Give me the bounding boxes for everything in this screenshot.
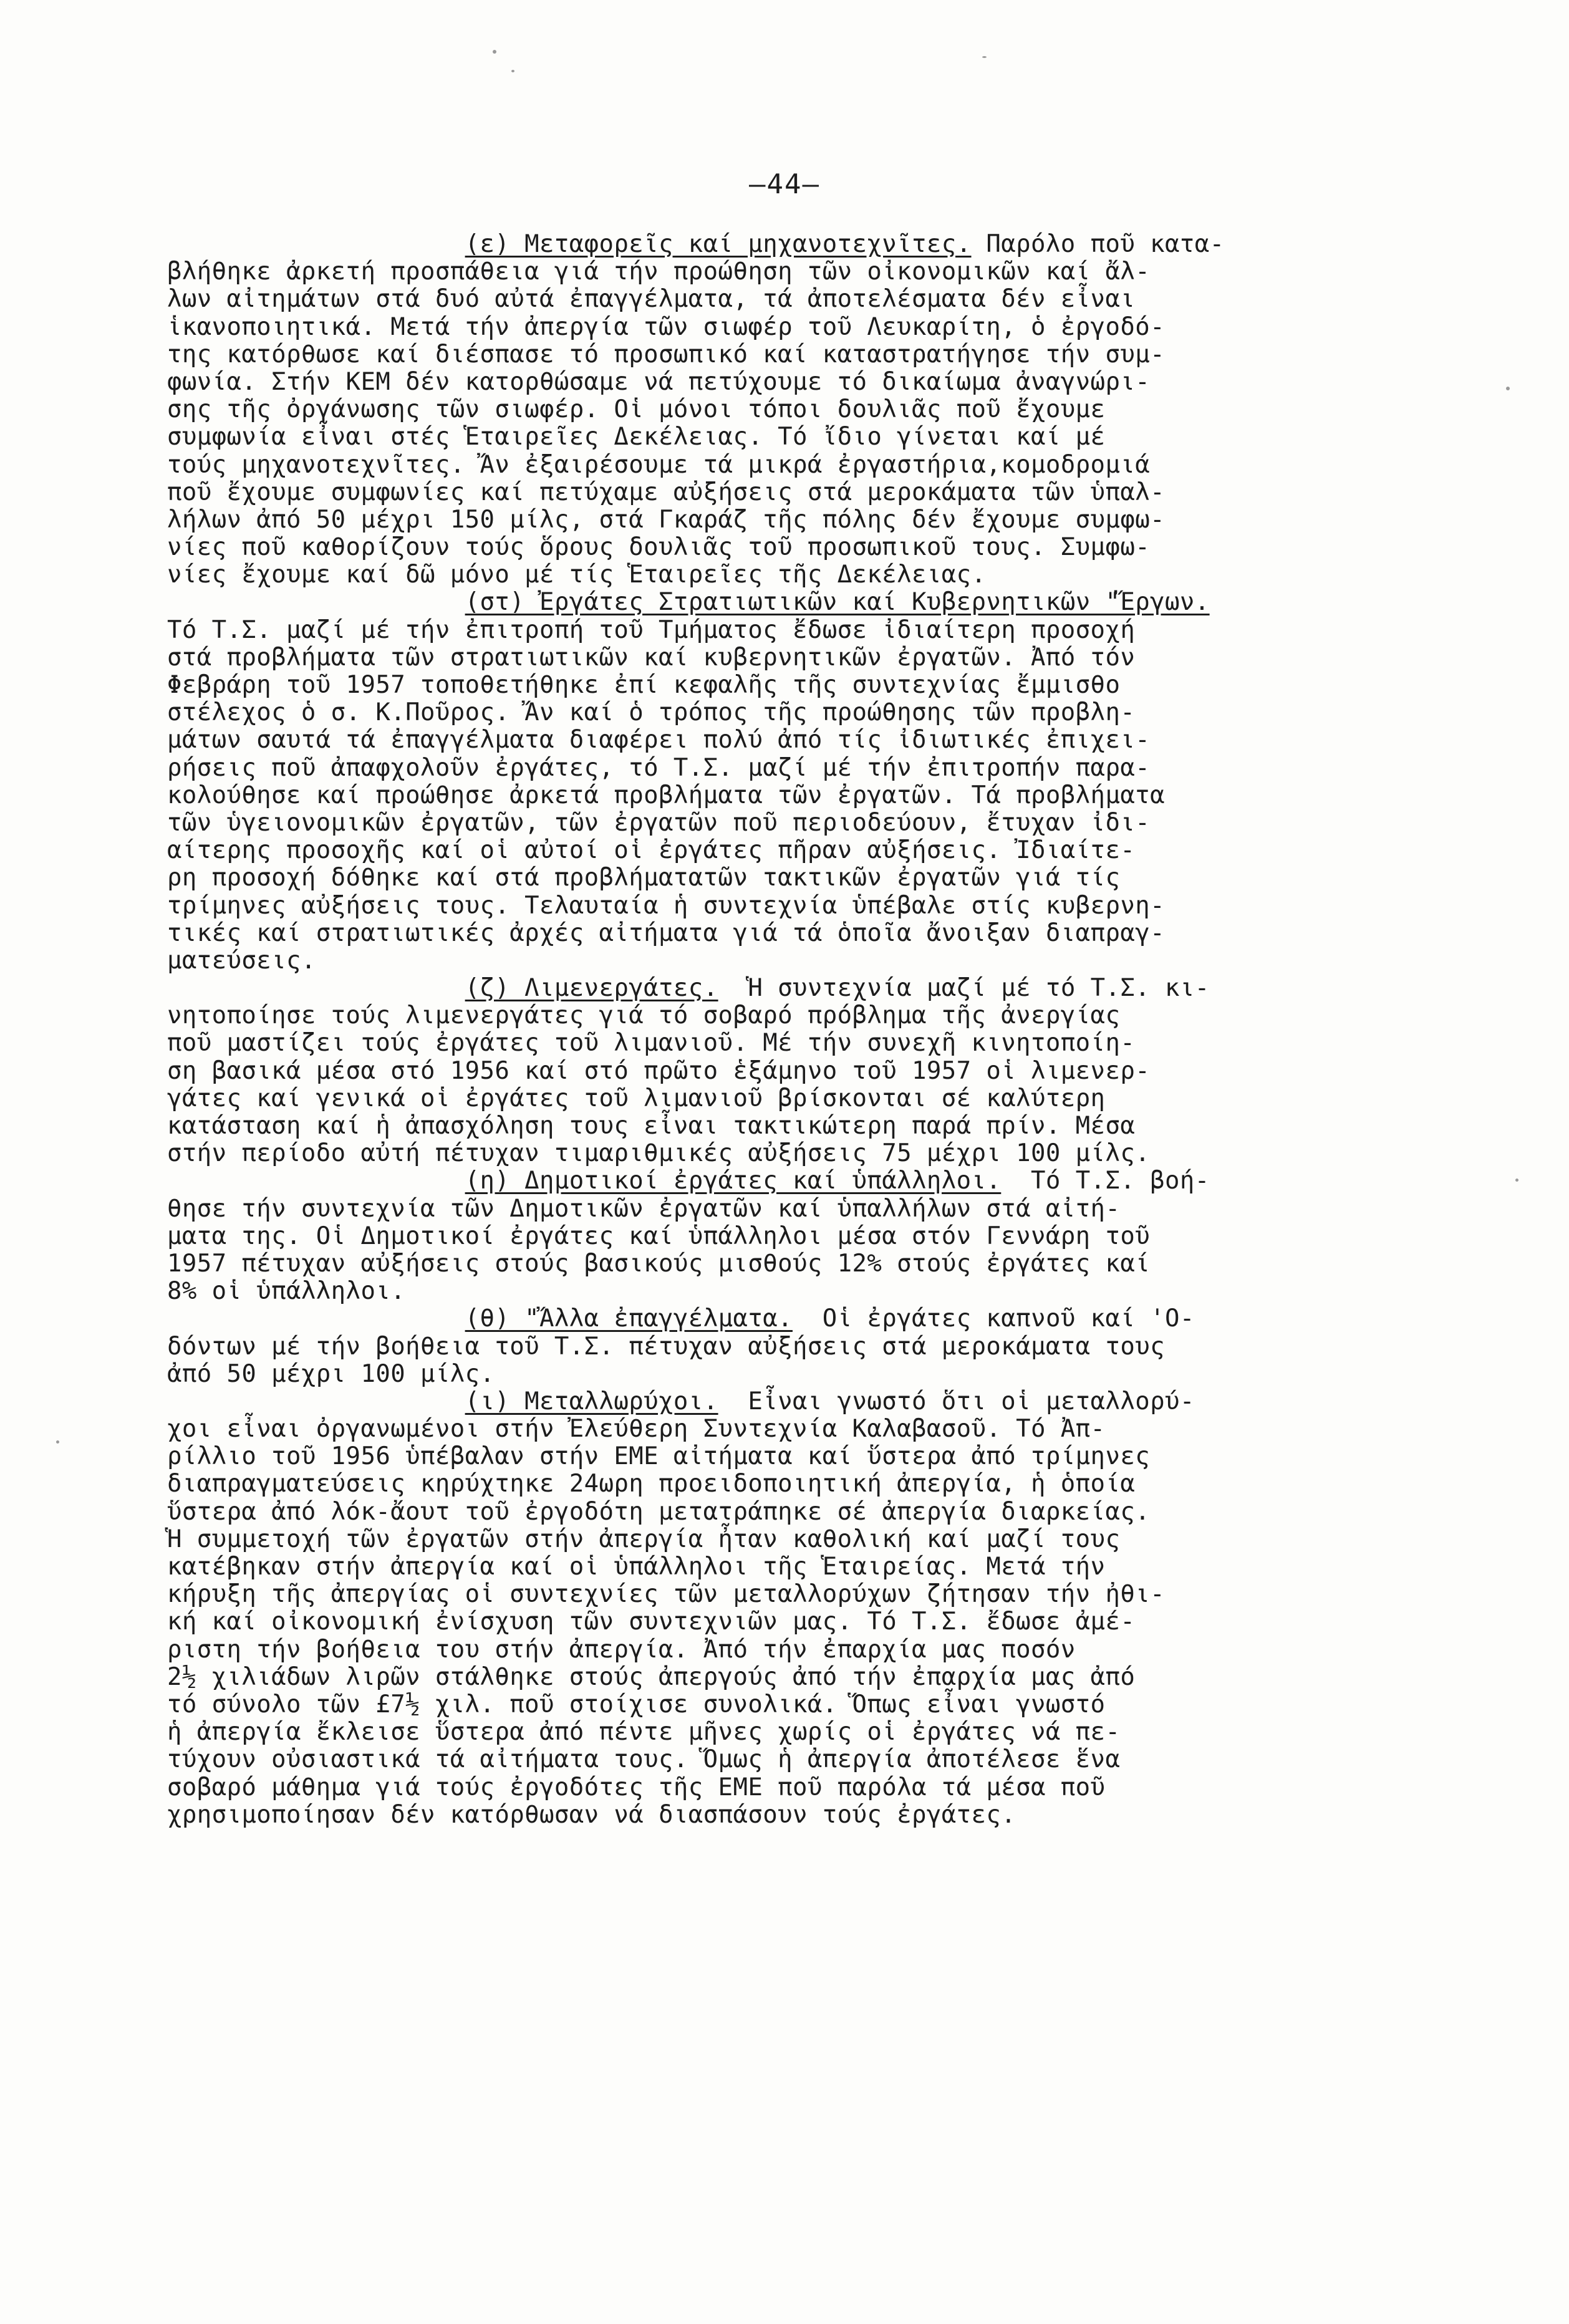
line-text: κολούθησε καί προώθησε ἀρκετά προβλήματα τῶν ἐργατῶν. Τά προβλήματα [167, 781, 1165, 809]
text-line [167, 1223, 1421, 1250]
line-text: ματεύσεις. [167, 946, 316, 975]
text-line [167, 1774, 1421, 1801]
line-text: νητοποίησε τούς λιμενεργάτες γιά τό σοβαρό πρόβλημα τῆς ἀνεργίας [167, 1001, 1121, 1030]
text-line [167, 1636, 1421, 1664]
line-text: γάτες καί γενικά οἱ ἐργάτες τοῦ λιμανιοῦ βρίσκονται σέ καλύτερη [167, 1084, 1106, 1112]
line-text: κατάσταση καί ἡ ἀπασχόληση τους εἶναι τακτικώτερη παρά πρίν. Μέσα [167, 1112, 1136, 1140]
text-line [167, 396, 1421, 423]
line-text: λήλων ἀπό 50 μέχρι 150 μίλς, στά Γκαράζ τῆς πόλης δέν ἔχουμε συμφω- [167, 505, 1165, 534]
line-text: κήρυξη τῆς ἀπεργίας οἱ συντεχνίες τῶν μεταλλορύχων ζήτησαν τήν ἠθι- [167, 1580, 1165, 1609]
text-line [167, 755, 1421, 782]
text-line [167, 1140, 1421, 1167]
text-line [167, 809, 1421, 837]
line-text: Εἶναι γνωστό ὅτι οἱ μεταλλορύ- [718, 1387, 1195, 1415]
section-heading: (ι) Μεταλλωρύχοι. [465, 1387, 718, 1415]
line-text: Ἡ συμμετοχή τῶν ἐργατῶν στήν ἀπεργία ἦταν καθολική καί μαζί τους [167, 1525, 1121, 1553]
scan-speck [511, 70, 514, 72]
line-text: 8% οἱ ὑπάλληλοι. [167, 1277, 406, 1306]
text-line [167, 1278, 1421, 1305]
text-line [167, 837, 1421, 864]
line-text: ρίλλιο τοῦ 1956 ὑπέβαλαν στήν ΕΜΕ αἰτήματα καί ὕστερα ἀπό τρίμηνες [167, 1442, 1151, 1471]
line-text: διαπραγματεύσεις κηρύχτηκε 24ωρη προειδοποιητική ἀπεργία, ἡ ὁποία [167, 1470, 1136, 1498]
indent [167, 1167, 465, 1195]
line-text: ση βασικά μέσα στό 1956 καί στό πρῶτο ἑξάμηνο τοῦ 1957 οἱ λιμενερ- [167, 1056, 1151, 1085]
line-text: στά προβλήματα τῶν στρατιωτικῶν καί κυβερνητικῶν ἐργατῶν. Ἀπό τόν [167, 643, 1136, 672]
text-line [167, 1167, 1421, 1195]
text-line [167, 1498, 1421, 1526]
body-text [167, 231, 1421, 1829]
text-line [167, 286, 1421, 313]
text-line [167, 1470, 1421, 1498]
scan-speck [1506, 387, 1510, 390]
scan-speck [493, 50, 496, 54]
text-line [167, 947, 1421, 975]
text-line [167, 1058, 1421, 1085]
text-line [167, 672, 1421, 699]
section-heading: (ε) Μεταφορεῖς καί μηχανοτεχνῖτες. [465, 230, 972, 258]
line-text: νίες ποῦ καθορίζουν τούς ὅρους δουλιᾶς τοῦ προσωπικοῦ τους. Συμφω- [167, 533, 1151, 562]
line-text: κατέβηκαν στήν ἀπεργία καί οἱ ὑπάλληλοι τῆς Ἑταιρείας. Μετά τήν [167, 1553, 1106, 1581]
line-text: στήν περίοδο αὐτή πέτυχαν τιμαριθμικές αὐξήσεις 75 μέχρι 100 μίλς. [167, 1139, 1151, 1168]
text-line [167, 1801, 1421, 1829]
line-text: ματα της. Οἱ Δημοτικοί ἐργάτες καί ὑπάλληλοι μέσα στόν Γεννάρη τοῦ [167, 1222, 1151, 1250]
line-text: της κατόρθωσε καί διέσπασε τό προσωπικό καί καταστρατήγησε τήν συμ- [167, 340, 1165, 369]
indent [167, 1387, 465, 1415]
section-heading: (ζ) Λιμενεργάτες. [465, 974, 718, 1003]
line-text: χρησιμοποίησαν δέν κατόρθωσαν νά διασπάσουν τούς ἐργάτες. [167, 1800, 1016, 1829]
line-text: συμφωνία εἶναι στές Ἑταιρεῖες Δεκέλειας. Τό ἴδιο γίνεται καί μέ [167, 423, 1106, 451]
text-line [167, 1112, 1421, 1140]
section-heading: (θ) "Ἄλλα ἐπαγγέλματα. [465, 1304, 793, 1333]
scan-speck [982, 56, 987, 58]
text-line [167, 699, 1421, 726]
text-line [167, 1608, 1421, 1636]
text-line [167, 1691, 1421, 1719]
text-line [167, 451, 1421, 479]
section-heading: (η) Δημοτικοί ἐργάτες καί ὑπάλληλοι. [465, 1167, 1002, 1195]
text-line [167, 1029, 1421, 1057]
text-line [167, 341, 1421, 369]
line-text: Παρόλο ποῦ κατα- [971, 230, 1225, 258]
text-line [167, 1746, 1421, 1773]
line-text: ἱκανοποιητικά. Μετά τήν ἀπεργία τῶν σιωφέρ τοῦ Λευκαρίτη, ὁ ἐργοδό- [167, 312, 1165, 341]
text-line [167, 1333, 1421, 1361]
text-line [167, 1719, 1421, 1746]
line-text: ρήσεις ποῦ ἀπαφχολοῦν ἐργάτες, τό Τ.Σ. μαζί μέ τήν ἐπιτροπήν παρα- [167, 753, 1151, 782]
line-text: μάτων σαυτά τά ἐπαγγέλματα διαφέρει πολύ ἀπό τίς ἰδιωτικές ἐπιχει- [167, 726, 1151, 755]
text-line [167, 782, 1421, 809]
text-line [167, 1388, 1421, 1415]
line-text: 1957 πέτυχαν αὐξήσεις στούς βασικούς μισθούς 12% στούς ἐργάτες καί [167, 1249, 1151, 1278]
line-text: χοι εἶναι ὀργανωμένοι στήν Ἐλεύθερη Συντεχνία Καλαβασοῦ. Τό Ἀπ- [167, 1415, 1106, 1444]
line-text: σοβαρό μάθημα γιά τούς ἐργοδότες τῆς ΕΜΕ ποῦ παρόλα τά μέσα ποῦ [167, 1773, 1106, 1801]
text-line [167, 1553, 1421, 1581]
text-line [167, 561, 1421, 589]
text-line [167, 1250, 1421, 1278]
text-line [167, 1526, 1421, 1553]
line-text: νίες ἔχουμε καί δῶ μόνο μέ τίς Ἑταιρεῖες τῆς Δεκέλειας. [167, 561, 987, 589]
text-line [167, 975, 1421, 1002]
line-text: Οἱ ἐργάτες καπνοῦ καί 'Ο- [792, 1304, 1195, 1333]
indent [167, 974, 465, 1002]
text-line [167, 479, 1421, 506]
text-line [167, 1305, 1421, 1333]
line-text: ποῦ ἔχουμε συμφωνίες καί πετύχαμε αὐξήσεις στά μεροκάματα τῶν ὑπαλ- [167, 478, 1165, 506]
line-text: ριστη τήν βοήθεια του στήν ἀπεργία. Ἀπό τήν ἐπαρχία μας ποσόν [167, 1635, 1076, 1664]
line-text: δόντων μέ τήν βοήθεια τοῦ Τ.Σ. πέτυχαν αὐξήσεις στά μεροκάματα τους [167, 1332, 1165, 1361]
line-text: βλήθηκε ἀρκετή προσπάθεια γιά τήν προώθηση τῶν οἰκονομικῶν καί ἄλ- [167, 258, 1151, 286]
text-line [167, 892, 1421, 920]
line-text: Ἡ συντεχνία μαζί μέ τό Τ.Σ. κι- [718, 974, 1210, 1003]
text-line [167, 534, 1421, 561]
line-text: τό σύνολο τῶν £7½ χιλ. ποῦ στοίχισε συνολικά. Ὅπως εἶναι γνωστό [167, 1690, 1106, 1719]
line-text: ποῦ μαστίζει τούς ἐργάτες τοῦ λιμανιοῦ. Μέ τήν συνεχῆ κινητοποίη- [167, 1029, 1136, 1058]
text-line [167, 1361, 1421, 1388]
text-line [167, 231, 1421, 258]
text-line [167, 314, 1421, 341]
scan-speck [1515, 1179, 1518, 1182]
line-text: τικές καί στρατιωτικές ἀρχές αἰτήματα γιά τά ὁποῖα ἄνοιξαν διαπραγ- [167, 919, 1165, 947]
indent [167, 1304, 465, 1333]
text-line [167, 369, 1421, 396]
line-text: λων αἰτημάτων στά δυό αὐτά ἐπαγγέλματα, τά ἀποτελέσματα δέν εἶναι [167, 285, 1136, 314]
line-text: ἡ ἀπεργία ἔκλεισε ὕστερα ἀπό πέντε μῆνες χωρίς οἱ ἐργάτες νά πε- [167, 1718, 1121, 1747]
text-line [167, 864, 1421, 892]
line-text: 2½ χιλιάδων λιρῶν στάλθηκε στούς ἀπεργούς ἀπό τήν ἐπαρχία μας ἀπό [167, 1662, 1136, 1691]
line-text: στέλεχος ὁ σ. Κ.Ποῦρος. Ἄν καί ὁ τρόπος τῆς προώθησης τῶν προβλη- [167, 698, 1136, 727]
text-line [167, 920, 1421, 947]
text-line [167, 423, 1421, 451]
line-text: ὕστερα ἀπό λόκ-ἄουτ τοῦ ἐργοδότη μετατράπηκε σέ ἀπεργία διαρκείας. [167, 1497, 1151, 1526]
text-line [167, 1085, 1421, 1112]
text-line [167, 1443, 1421, 1470]
scan-speck [56, 1440, 59, 1444]
line-text: θησε τήν συντεχνία τῶν Δημοτικῶν ἐργατῶν καί ὑπαλλήλων στά αἰτή- [167, 1194, 1121, 1223]
line-text: αίτερης προσοχῆς καί οἱ αὐτοί οἱ ἐργάτες πῆραν αὐξήσεις. Ἰδιαίτε- [167, 836, 1136, 865]
line-text: σης τῆς ὀργάνωσης τῶν σιωφέρ. Οἱ μόνοι τόποι δουλιᾶς ποῦ ἔχουμε [167, 395, 1106, 424]
text-line [167, 1195, 1421, 1223]
line-text: Φεβράρη τοῦ 1957 τοποθετήθηκε ἐπί κεφαλῆς τῆς συντεχνίας ἔμμισθο [167, 671, 1121, 699]
line-text: φωνία. Στήν ΚΕΜ δέν κατορθώσαμε νά πετύχουμε τό δικαίωμα ἀναγνώρι- [167, 367, 1151, 396]
text-line [167, 644, 1421, 672]
line-text: ἀπό 50 μέχρι 100 μίλς. [167, 1359, 495, 1388]
page-number: —44— [749, 168, 820, 200]
text-line [167, 258, 1421, 286]
line-text: ρη προσοχή δόθηκε καί στά προβλήματατῶν τακτικῶν ἐργατῶν γιά τίς [167, 864, 1121, 892]
text-line [167, 589, 1421, 616]
line-text: τύχουν οὐσιαστικά τά αἰτήματα τους. Ὅμως ἡ ἀπεργία ἀποτέλεσε ἕνα [167, 1745, 1121, 1774]
text-line [167, 617, 1421, 644]
line-text: Τό Τ.Σ. βοή- [1001, 1167, 1210, 1195]
text-line [167, 1002, 1421, 1029]
indent [167, 230, 465, 258]
indent [167, 588, 465, 616]
line-text: τούς μηχανοτεχνῖτες. Ἄν ἐξαιρέσουμε τά μικρά ἐργαστήρια,κομοδρομιά [167, 450, 1151, 479]
text-line [167, 506, 1421, 534]
line-text: τῶν ὑγειονομικῶν ἐργατῶν, τῶν ἐργατῶν ποῦ περιοδεύουν, ἔτυχαν ἰδι- [167, 808, 1151, 837]
text-line [167, 1581, 1421, 1608]
text-line [167, 1664, 1421, 1691]
section-heading: (στ) Ἐργάτες Στρατιωτικῶν καί Κυβερνητικῶν "Ἔργων. [465, 588, 1210, 617]
line-text: τρίμηνες αὐξήσεις τους. Τελαυταία ἡ συντεχνία ὑπέβαλε στίς κυβερνη- [167, 891, 1165, 920]
line-text: κή καί οἰκονομική ἐνίσχυση τῶν συντεχνιῶν μας. Τό Τ.Σ. ἔδωσε ἀμέ- [167, 1608, 1136, 1636]
line-text: Τό Τ.Σ. μαζί μέ τήν ἐπιτροπή τοῦ Τμήματος ἔδωσε ἰδιαίτερη προσοχή [167, 615, 1136, 644]
text-line [167, 1415, 1421, 1443]
text-line [167, 726, 1421, 754]
